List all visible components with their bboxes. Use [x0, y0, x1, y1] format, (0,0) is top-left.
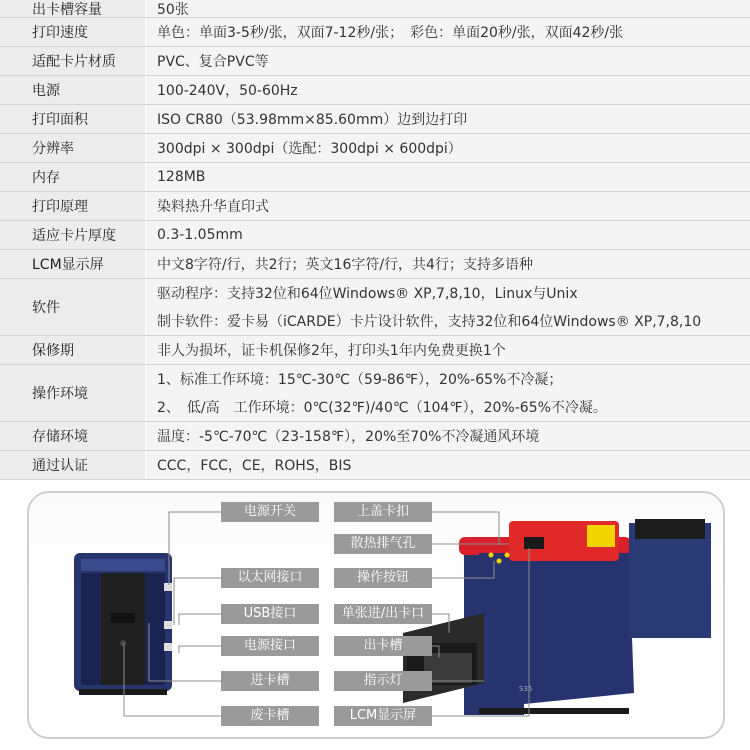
- callout-single-feed: 单张进/出卡口: [334, 604, 432, 624]
- spec-value: 单色：单面3-5秒/张，双面7-12秒/张； 彩色：单面20秒/张，双面42秒/张: [145, 18, 750, 46]
- spec-label: LCM显示屏: [0, 250, 145, 278]
- spec-value: 驱动程序：支持32位和64位Windows® XP,7,8,10，Linux与Unix 制卡软件：爱卡易（iCARDE）卡片设计软件，支持32位和64位Windows® XP,7,8,10: [145, 279, 750, 335]
- spec-row: [0, 18, 750, 47]
- spec-label: 软件: [0, 279, 145, 335]
- spec-label: 适配卡片材质: [0, 47, 145, 75]
- spec-row: [0, 365, 750, 422]
- printer-back-view: [74, 553, 172, 695]
- spec-label: 适应卡片厚度: [0, 221, 145, 249]
- spec-row: [0, 451, 750, 480]
- spec-value: 0.3-1.05mm: [145, 221, 750, 249]
- callout-card-input: 进卡槽: [221, 671, 319, 691]
- spec-label: 内存: [0, 163, 145, 191]
- spec-label: 打印原理: [0, 192, 145, 220]
- spec-row: [0, 134, 750, 163]
- spec-value: 128MB: [145, 163, 750, 191]
- spec-label: 电源: [0, 76, 145, 104]
- printer-diagram: [27, 491, 725, 739]
- spec-value: 50张: [145, 0, 750, 17]
- spec-row: [0, 47, 750, 76]
- callout-vent: 散热排气孔: [334, 534, 432, 554]
- spec-value: 300dpi × 300dpi（选配：300dpi × 600dpi）: [145, 134, 750, 162]
- spec-value: 染料热升华直印式: [145, 192, 750, 220]
- spec-row: [0, 76, 750, 105]
- spec-label: 保修期: [0, 336, 145, 364]
- spec-label: 存储环境: [0, 422, 145, 450]
- callout-lid-latch: 上盖卡扣: [334, 502, 432, 522]
- spec-value: 100-240V，50-60Hz: [145, 76, 750, 104]
- callout-indicator: 指示灯: [334, 671, 432, 691]
- spec-label: 打印速度: [0, 18, 145, 46]
- spec-label: 出卡槽容量: [0, 0, 145, 17]
- spec-value: 非人为损坏，证卡机保修2年，打印头1年内免费更换1个: [145, 336, 750, 364]
- spec-row: [0, 105, 750, 134]
- spec-value: CCC，FCC，CE，ROHS，BIS: [145, 451, 750, 479]
- spec-row: [0, 163, 750, 192]
- spec-label: 分辨率: [0, 134, 145, 162]
- printer-model-label: S35: [519, 685, 533, 693]
- spec-row: [0, 0, 750, 18]
- callout-power-switch: 电源开关: [221, 502, 319, 522]
- spec-row: [0, 279, 750, 336]
- callout-output-hopper: 出卡槽: [334, 636, 432, 656]
- callout-buttons: 操作按钮: [334, 568, 432, 588]
- spec-row: [0, 192, 750, 221]
- callout-usb-port: USB接口: [221, 604, 319, 624]
- spec-row: [0, 250, 750, 279]
- callout-ethernet-port: 以太网接口: [221, 568, 319, 588]
- callout-reject-slot: 废卡槽: [221, 706, 319, 726]
- spec-row: [0, 422, 750, 451]
- spec-value: ISO CR80（53.98mm×85.60mm）边到边打印: [145, 105, 750, 133]
- spec-value: PVC、复合PVC等: [145, 47, 750, 75]
- spec-value: 1、标准工作环境：15℃-30℃（59-86℉），20%-65%不冷凝； 2、 低/高 工作环境：0℃(32℉)/40℃（104℉），20%-65%不冷凝。: [145, 365, 750, 421]
- spec-row: [0, 221, 750, 250]
- spec-value: 中文8字符/行，共2行；英文16字符/行，共4行；支持多语种: [145, 250, 750, 278]
- spec-value: 温度：-5℃-70℃（23-158℉），20%至70%不冷凝通风环境: [145, 422, 750, 450]
- spec-row: [0, 336, 750, 365]
- spec-label: 通过认证: [0, 451, 145, 479]
- callout-power-port: 电源接口: [221, 636, 319, 656]
- callout-lcm-display: LCM显示屏: [334, 706, 432, 726]
- spec-label: 打印面积: [0, 105, 145, 133]
- spec-label: 操作环境: [0, 365, 145, 421]
